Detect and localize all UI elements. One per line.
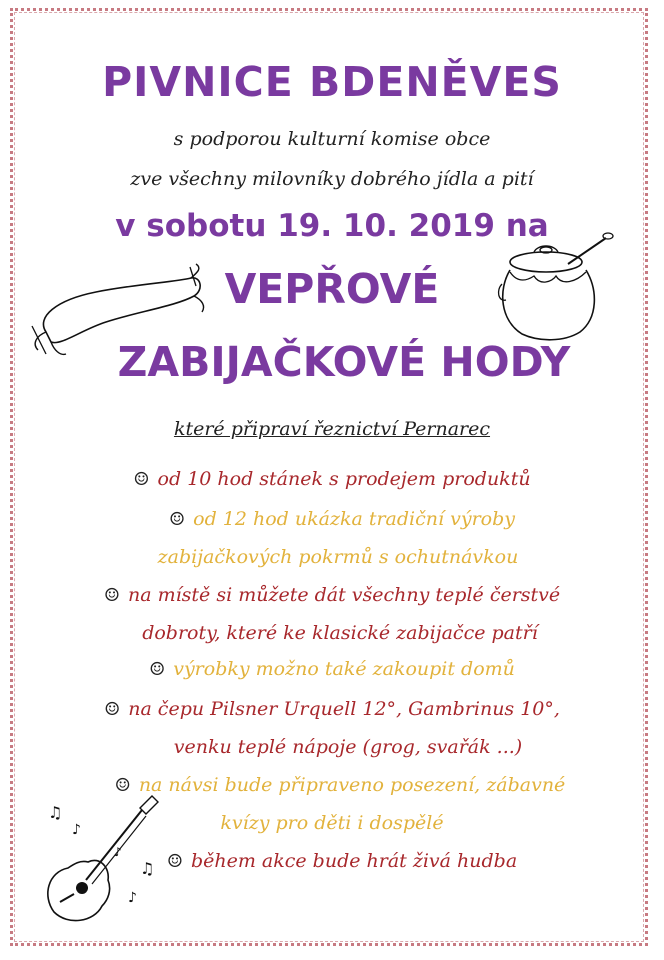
list-item-continuation (8, 622, 664, 644)
sausage-icon (26, 262, 216, 362)
smiley-icon: ☺ (114, 775, 131, 796)
item-text: na čepu Pilsner Urquell 12°, Gambrinus 10°, (128, 698, 560, 720)
svg-text:♪: ♪ (114, 845, 122, 859)
list-item (0, 584, 664, 606)
item-text: zabijačkových pokrmů s ochutnávkou (157, 546, 519, 568)
item-text: od 12 hod ukázka tradiční výroby (193, 508, 515, 530)
item-text: na místě si můžete dát všechny teplé čerstvé (127, 584, 561, 606)
list-item (0, 468, 664, 490)
svg-text:♪: ♪ (128, 890, 137, 906)
smiley-icon: ☺ (166, 851, 183, 872)
intro-line-1: s podporou kulturní komise obce (173, 128, 491, 150)
event-date: v sobotu 19. 10. 2019 na (115, 208, 549, 244)
item-text: na návsi bude připraveno posezení, zábavné (138, 774, 566, 796)
subtitle-text: které připraví řeznictví Pernarec (173, 418, 491, 440)
svg-text:♫: ♫ (48, 803, 63, 822)
smiley-icon: ☺ (168, 509, 186, 530)
intro-line-2: zve všechny milovníky dobrého jídla a pití (130, 168, 534, 190)
item-text: kvízy pro děti i dospělé (220, 812, 444, 834)
smiley-icon: ☺ (104, 699, 121, 720)
smiley-icon: ☺ (149, 659, 166, 680)
list-item-continuation (6, 546, 664, 568)
list-item (10, 508, 664, 530)
svg-text:♪: ♪ (72, 822, 81, 838)
page-title: PIVNICE BDENĚVES (102, 58, 562, 106)
smiley-icon: ☺ (103, 585, 120, 606)
item-text: výrobky možno také zakoupit domů (173, 658, 515, 680)
guitar-icon (38, 776, 168, 926)
list-item-continuation (16, 736, 664, 758)
pot-icon (494, 230, 624, 350)
list-item (0, 698, 664, 720)
headline-line-1: VEPŘOVÉ (224, 265, 440, 313)
svg-text:♫: ♫ (140, 859, 155, 878)
subtitle (0, 418, 664, 440)
item-text: dobroty, které ke klasické zabijačce patří (142, 622, 538, 644)
smiley-icon: ☺ (133, 469, 150, 490)
item-text: venku teplé nápoje (grog, svařák ...) (173, 736, 523, 758)
item-text: během akce bude hrát živá hudba (190, 850, 518, 872)
headline-line-2: ZABIJAČKOVÉ HODY (117, 338, 571, 386)
item-text: od 10 hod stánek s prodejem produktů (157, 468, 531, 490)
list-item (0, 658, 664, 680)
